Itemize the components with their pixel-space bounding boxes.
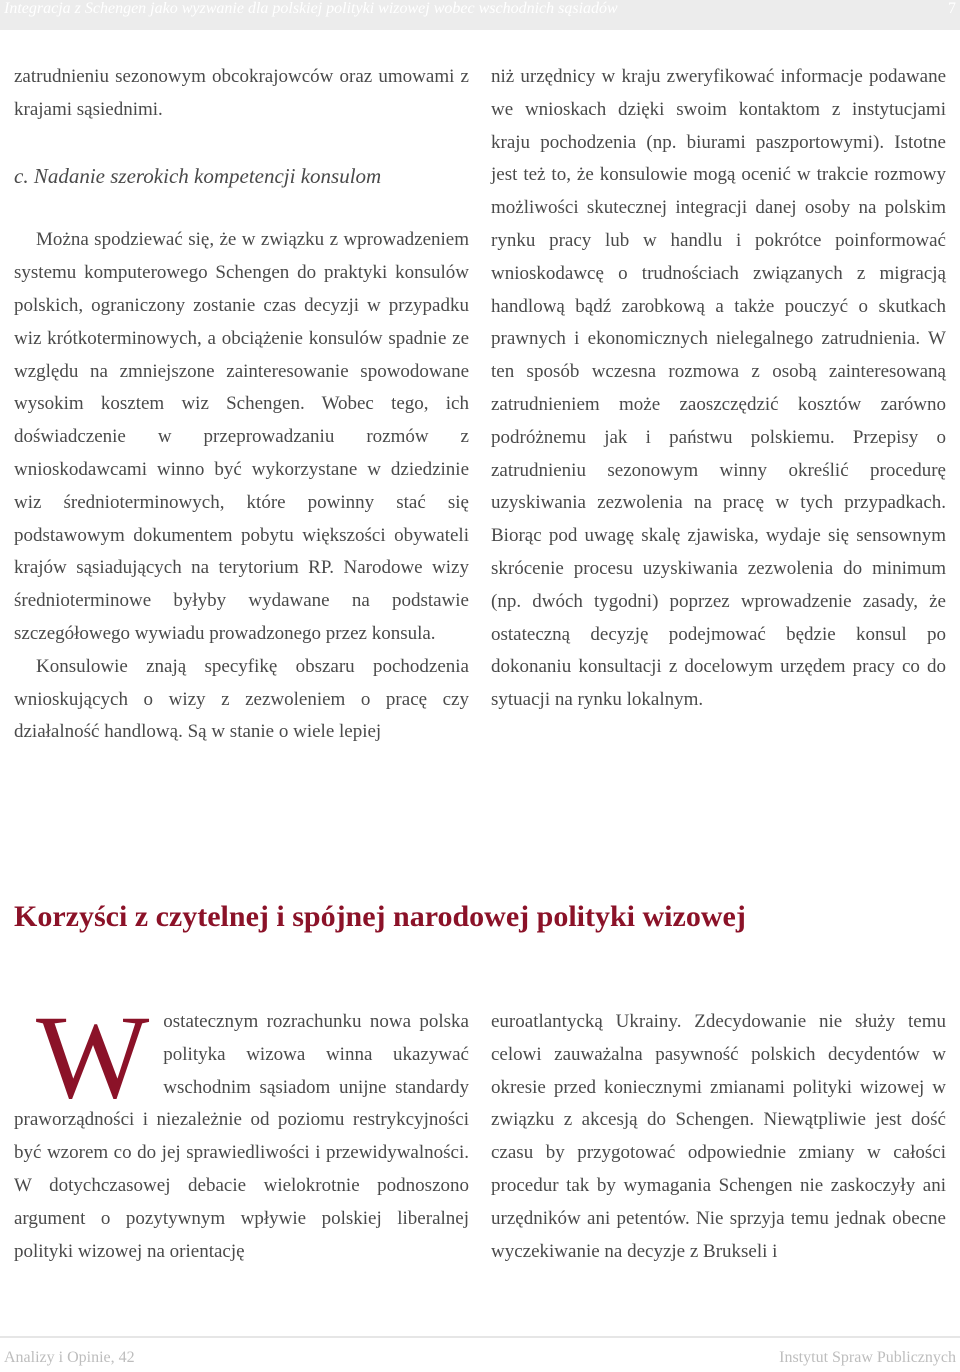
running-header [0,0,960,30]
page-number: 7 [948,0,956,17]
paragraph-consuls-2: Konsulowie znają specyfikę obszaru pochodzenia wnioskujących o wizy z zezwoleniem o pracę czy działalność handlową. Są w stanie o wiele lepiej [14,655,469,743]
right-column-top [491,61,946,717]
running-title: Integracja z Schengen jako wyzwanie dla polskiej polityki wizowej wobec wschodnich sąsiadów [4,0,618,17]
footer-series: Analizy i Opinie, 42 [4,1349,135,1366]
paragraph-consuls-continued: niż urzędnicy w kraju zweryfikować informacje podawane we wnioskach dzięki swoim kontaktom z instytucjami kraju pochodzenia (np. biurami paszportowymi). Istotne jest też to, że konsulowie mogą ocenić w trakcie rozmowy możliwości skutecznej integracji danej osoby na polskim rynku pracy lub w handlu i pokrótce poinformować wnioskodawcę o trudnościach związanych z migracją handlową bądź zarobkową a także pouczyć o skutkach prawnych i ekonomicznych nielegalnego zatrudnienia. W ten sposób wczesna rozmowa z osobą zainteresowaną zatrudnieniem może zaoszczędzić kosztów zarówno podróżnemu jak i państwu polskiemu. Przepisy o zatrudnieniu sezonowym winny określić procedurę uzyskiwania zezwolenia na pracę w tych przypadkach. Biorąc pod uwagę skalę zjawiska, wydaje się sensownym skrócenie procesu uzyskiwania zezwolenia do minimum (np. dwóch tygodni) poprzez wprowadzenie zasady, że ostateczną decyzję podejmować będzie konsul po dokonaniu konsultacji z docelowym urzędem pracy co do sytuacji na rynku lokalnym. [491,66,946,711]
left-column-top [14,61,469,749]
paragraph-benefits-1-text: ostatecznym rozrachunku nowa polska polityka wizowa winna ukazywać wschodnim sąsiadom unijne standardy praworządności i niezależnie od poziomu restrykcyjności być wzorem co do jej sprawiedliwości i przewidywalności. W dotychczasowej debacie wielokrotnie podnoszono argument o pozytywnym wpływie polskiej liberalnej polityki wizowej na orientację [14,1011,469,1262]
subheading-c: c. Nadanie szerokich kompetencji konsulom [14,163,382,188]
paragraph-consuls-1: Można spodziewać się, że w związku z wprowadzeniem systemu komputerowego Schengen do praktyki konsulów polskich, ograniczony zostanie czas decyzji w przypadku wiz krótkoterminowych, a obciążenie konsulów spadnie ze względu na zmniejszone zainteresowanie spowodowane wysokim kosztem wiz Schengen. Wobec tego, ich doświadczenie w przeprowadzaniu rozmów z wnioskodawcami winno być wykorzystane w dziedzinie wiz średnioterminowych, które powinny stać się podstawowym dokumentem pobytu większości obywateli krajów sąsiadujących na terytorium RP. Narodowe wizy średnioterminowe byłyby wydawane na podstawie szczegółowego wywiadu prowadzonego przez konsula. [14,229,469,644]
paragraph-benefits-1 [14,990,469,1268]
drop-cap: W [36,990,150,1123]
paragraph-continuation: zatrudnieniu sezonowym obcokrajowców oraz umowami z krajami sąsiednimi. [14,66,469,120]
footer-publisher: Instytut Spraw Publicznych [779,1349,956,1366]
section-heading-benefits: Korzyści z czytelnej i spójnej narodowej polityki wizowej [14,900,746,933]
left-column-bottom [14,990,469,1268]
paragraph-benefits-2: euroatlantycką Ukrainy. Zdecydowanie nie służy temu celowi zauważalna pasywność polskich decydentów w okresie przed koniecznymi zmianami polityki wizowej w związku z akcesją do Schengen. Niewątpliwie jest dość czasu by przygotować odpowiednie zmiany w całości procedur tak by wymagania Schengen nie zaskoczyły ani urzędników ani petentów. Nie sprzyja temu jednak obecne wyczekiwanie na decyzje z Brukseli i [491,1011,946,1262]
right-column-bottom [491,1006,946,1268]
